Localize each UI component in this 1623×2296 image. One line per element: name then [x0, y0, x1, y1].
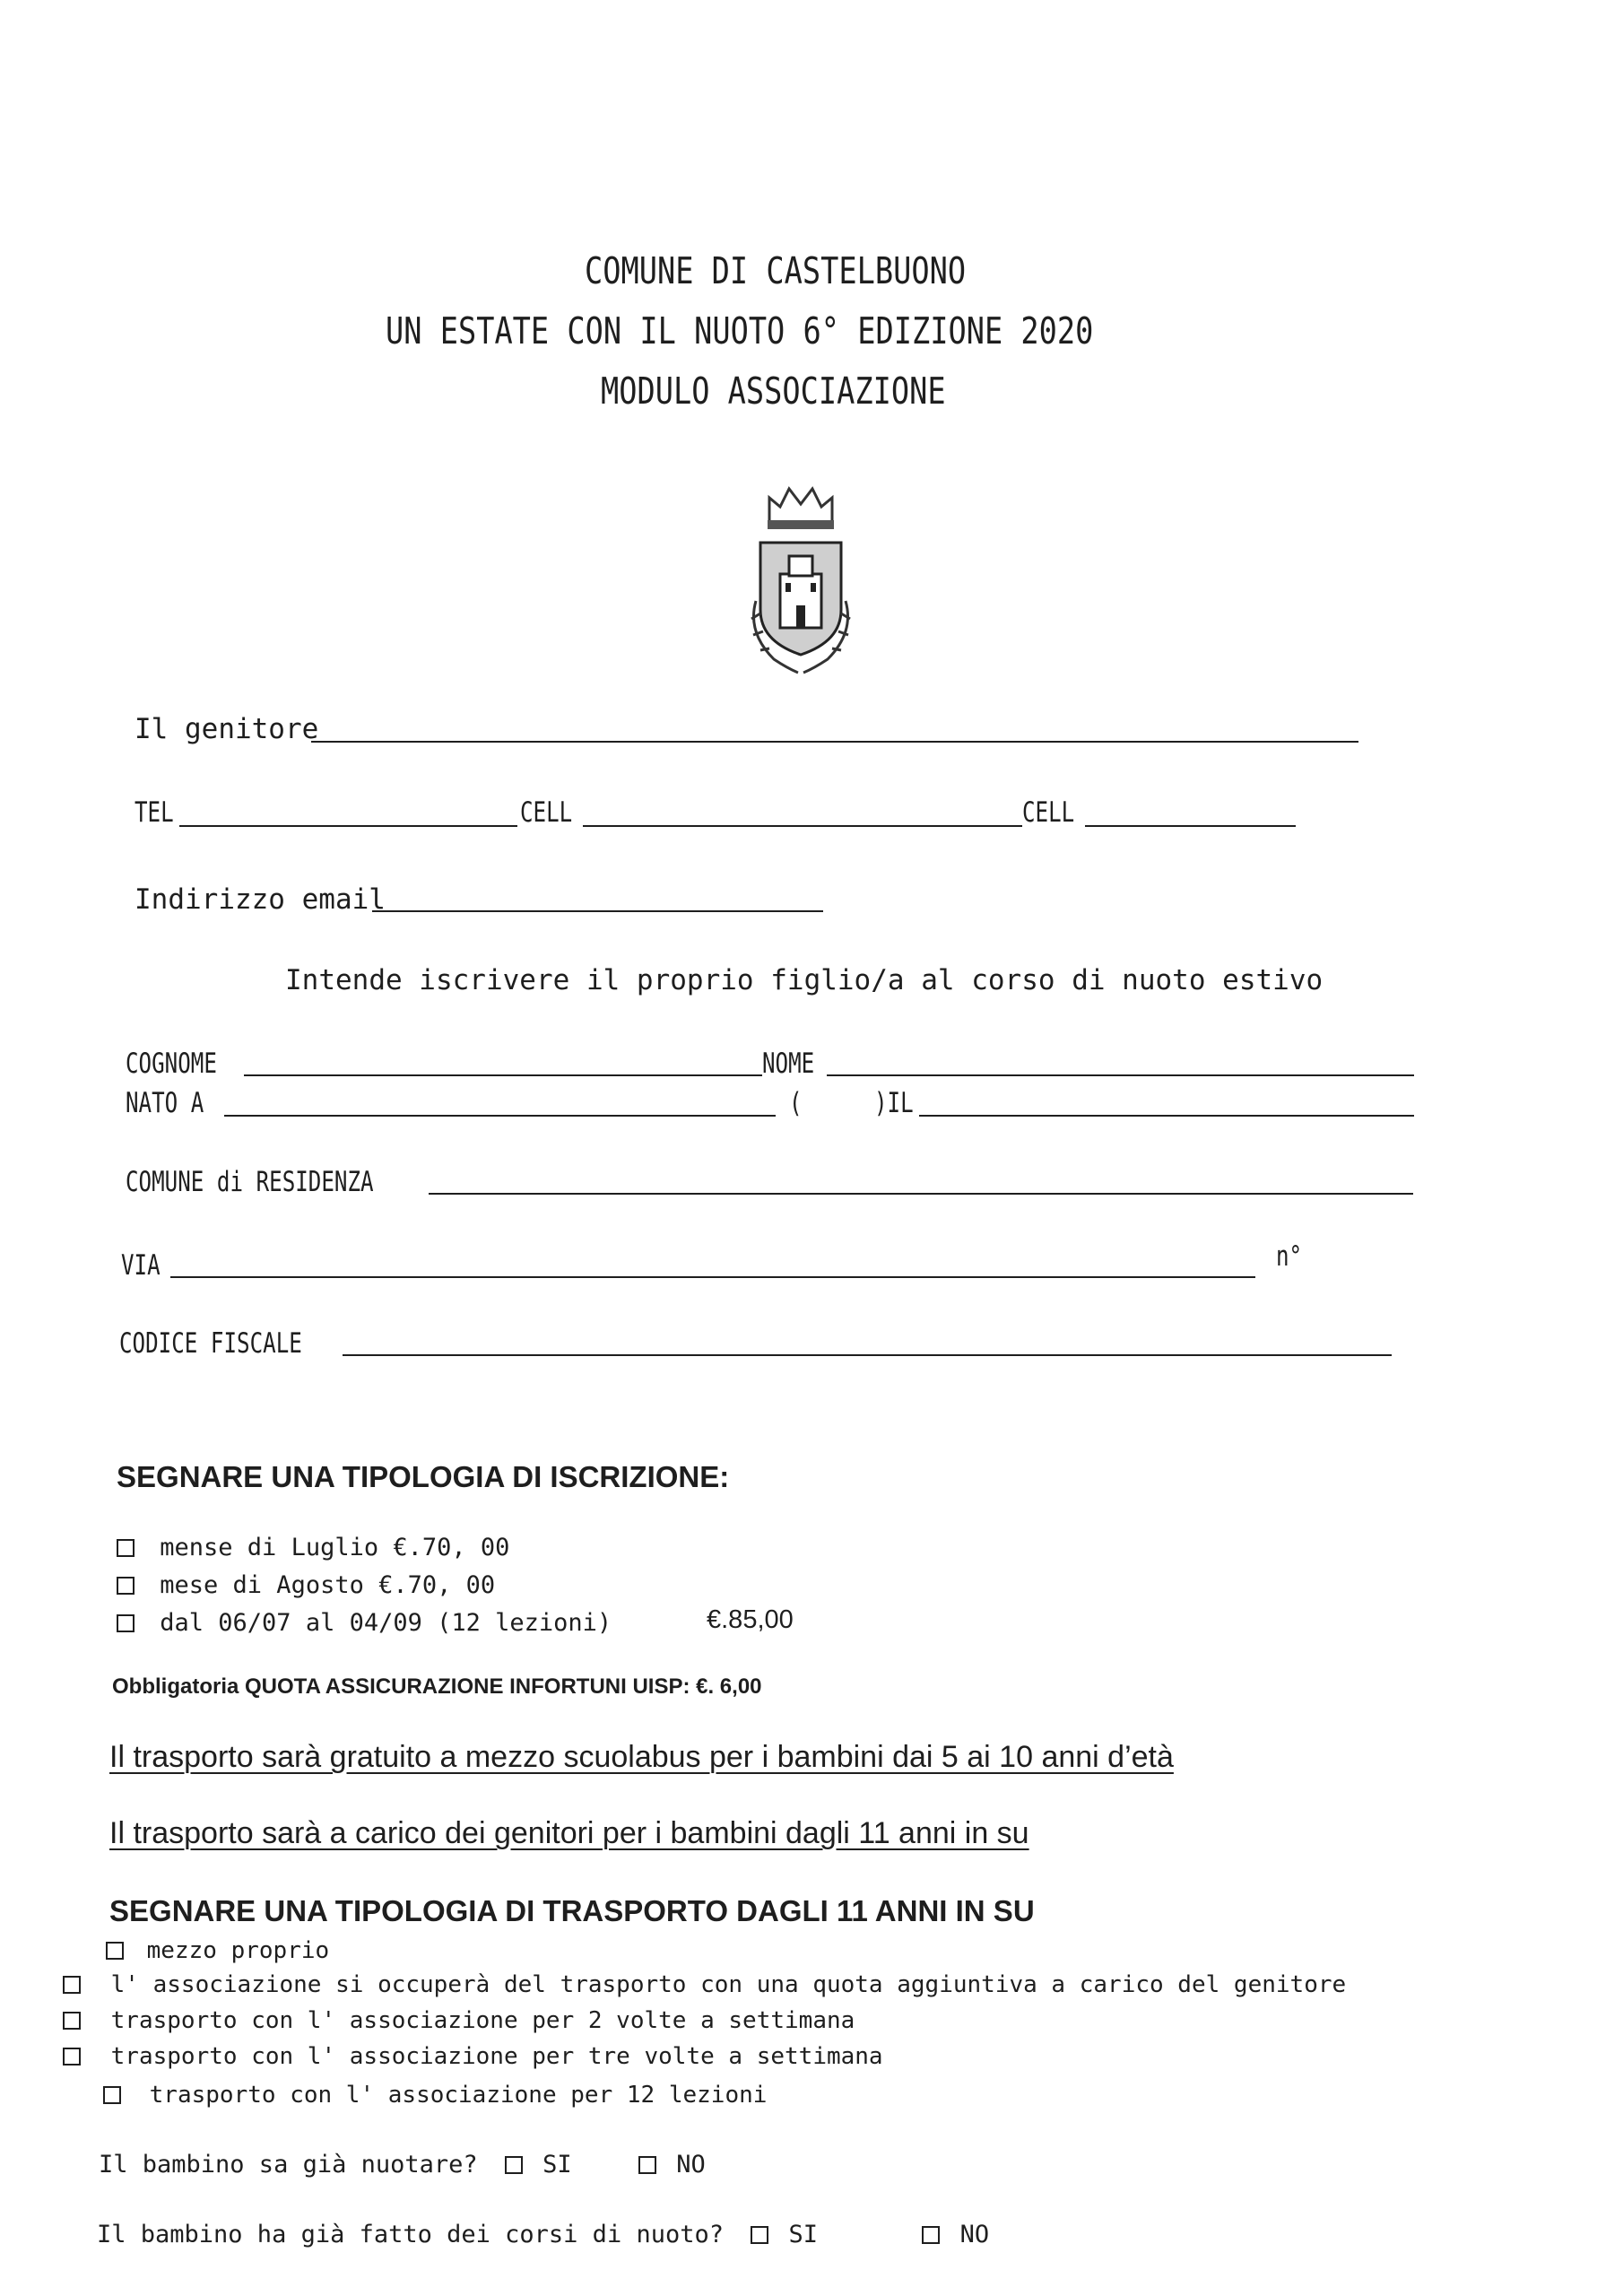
checkbox-corsi-si[interactable] [751, 2226, 768, 2244]
genitore-label: Il genitore [135, 713, 319, 745]
trasporto-option-label: l' associazione si occuperà del trasporto con una quota aggiuntiva a carico del genitore [110, 1971, 1347, 1998]
data-nascita-field[interactable] [919, 1115, 1414, 1117]
checkbox-sa-nuotare-si[interactable] [505, 2156, 523, 2174]
trasporto-option-label: mezzo proprio [146, 1937, 330, 1964]
trasporto-heading: SEGNARE UNA TIPOLOGIA DI TRASPORTO DAGLI 11 ANNI IN SU [109, 1894, 1035, 1927]
question-sa-nuotare [99, 2151, 706, 2179]
answer-si-label: SI [788, 2221, 819, 2248]
genitore-field[interactable] [311, 741, 1358, 743]
answer-no-label: NO [676, 2151, 706, 2179]
checkbox-2-volte[interactable] [63, 2012, 81, 2030]
provincia-close-il-label: )IL [874, 1087, 914, 1119]
trasporto-option-2-volte[interactable] [63, 2007, 855, 2034]
header-line-2: UN ESTATE CON IL NUOTO 6° EDIZIONE 2020 [386, 309, 1094, 352]
option-12-lezioni-label: dal 06/07 al 04/09 (12 lezioni) [160, 1609, 612, 1637]
provincia-open: ( [789, 1087, 803, 1119]
checkbox-luglio[interactable] [117, 1539, 135, 1557]
checkbox-12-lezioni[interactable] [117, 1614, 135, 1632]
option-luglio-label: mense di Luglio €.70, 00 [160, 1534, 510, 1561]
insurance-prefix: Obbligatoria [112, 1674, 239, 1699]
option-12-lezioni[interactable] [117, 1609, 612, 1637]
email-label: Indirizzo email [135, 883, 386, 916]
question-sa-nuotare-label: Il bambino sa già nuotare? [99, 2151, 478, 2179]
cognome-label: COGNOME [126, 1048, 217, 1080]
question-corsi-nuoto [97, 2221, 989, 2248]
trasporto-option-mezzo-proprio[interactable] [106, 1937, 329, 1964]
checkbox-3-volte[interactable] [63, 2048, 81, 2066]
cell1-field[interactable] [583, 825, 1022, 827]
checkbox-corsi-no[interactable] [922, 2226, 940, 2244]
checkbox-trasporto-12-lezioni[interactable] [103, 2086, 121, 2104]
option-luglio[interactable] [117, 1534, 509, 1561]
checkbox-sa-nuotare-no[interactable] [638, 2156, 656, 2174]
checkbox-mezzo-proprio[interactable] [106, 1942, 124, 1960]
header-line-1: COMUNE DI CASTELBUONO [585, 249, 967, 292]
question-corsi-nuoto-label: Il bambino ha già fatto dei corsi di nuoto? [97, 2221, 724, 2248]
transport-note-free: Il trasporto sarà gratuito a mezzo scuolabus per i bambini dai 5 ai 10 anni d’età [109, 1740, 1174, 1774]
nato-label: NATO A [126, 1087, 204, 1119]
answer-si-label: SI [542, 2151, 572, 2179]
insurance-line [112, 1674, 762, 1700]
via-field[interactable] [170, 1276, 1255, 1278]
option-12-lezioni-price: €.85,00 [707, 1605, 794, 1634]
trasporto-option-quota-aggiuntiva[interactable] [63, 1971, 1346, 1998]
cell2-field[interactable] [1085, 825, 1296, 827]
nome-field[interactable] [827, 1074, 1414, 1076]
trasporto-option-3-volte[interactable] [63, 2043, 883, 2070]
option-agosto-label: mese di Agosto €.70, 00 [160, 1571, 496, 1599]
nome-label: NOME [762, 1048, 815, 1080]
codice-fiscale-label: CODICE FISCALE [119, 1327, 302, 1360]
header-line-3: MODULO ASSOCIAZIONE [601, 370, 946, 413]
trasporto-option-label: trasporto con l' associazione per 2 volte a settimana [110, 2007, 855, 2034]
iscrizione-heading: SEGNARE UNA TIPOLOGIA DI ISCRIZIONE: [117, 1460, 730, 1493]
codice-fiscale-field[interactable] [343, 1354, 1392, 1356]
option-agosto[interactable] [117, 1571, 495, 1599]
comune-residenza-field[interactable] [429, 1193, 1413, 1195]
via-label: VIA [121, 1249, 161, 1282]
cell2-label: CELL [1022, 796, 1075, 829]
cell1-label: CELL [520, 796, 573, 829]
transport-note-paid: Il trasporto sarà a carico dei genitori per i bambini dagli 11 anni in su [109, 1816, 1029, 1850]
tel-field[interactable] [179, 825, 517, 827]
numero-civico-label: n° [1276, 1240, 1303, 1273]
checkbox-agosto[interactable] [117, 1577, 135, 1595]
nato-field[interactable] [224, 1115, 776, 1117]
trasporto-option-label: trasporto con l' associazione per tre volte a settimana [110, 2043, 883, 2070]
checkbox-quota-aggiuntiva[interactable] [63, 1976, 81, 1994]
intent-text: Intende iscrivere il proprio figlio/a al corso di nuoto estivo [285, 964, 1324, 996]
cognome-field[interactable] [244, 1074, 762, 1076]
comune-residenza-label: COMUNE di RESIDENZA [126, 1166, 374, 1198]
tel-label: TEL [135, 796, 174, 829]
trasporto-option-label: trasporto con l' associazione per 12 lezioni [149, 2082, 768, 2109]
castle-coat-of-arms-icon [733, 475, 868, 686]
trasporto-option-12-lezioni[interactable] [103, 2082, 767, 2109]
insurance-text: QUOTA ASSICURAZIONE INFORTUNI UISP: €. 6,00 [245, 1674, 762, 1699]
email-field[interactable] [372, 910, 823, 912]
answer-no-label: NO [959, 2221, 990, 2248]
